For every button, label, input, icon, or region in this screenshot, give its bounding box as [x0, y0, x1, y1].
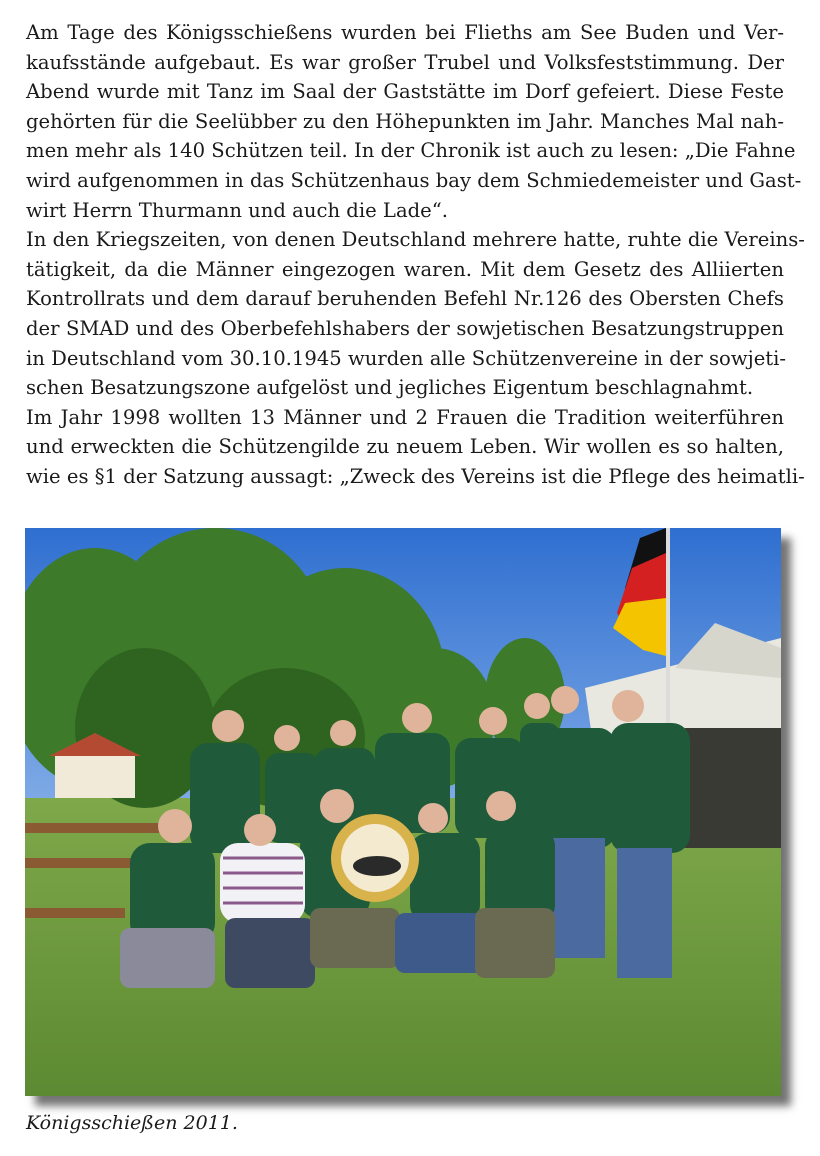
text-line: und erweckten die Schützengilde zu neuem Leben. Wir wollen es so halten,	[26, 435, 784, 459]
text-line: Am Tage des Königsschießens wurden bei Flieths am See Buden und Ver-	[26, 21, 784, 44]
text-line: wird aufgenommen in das Schützenhaus bay dem Schmiedemeister und Gast-	[26, 168, 802, 192]
paragraph-2	[26, 225, 805, 403]
article-text	[26, 18, 805, 492]
text-line: tätigkeit, da die Männer eingezogen waren. Mit dem Gesetz des Alliierten	[26, 257, 784, 281]
paragraph-1	[26, 18, 802, 225]
text-line: schen Besatzungszone aufgelöst und jegliches Eigentum beschlagnahmt.	[26, 376, 754, 400]
text-line: der SMAD und des Oberbefehlshabers der sowjetischen Besatzungstruppen	[26, 316, 784, 340]
text-line: men mehr als 140 Schützen teil. In der Chronik ist auch zu lesen: „Die Fahne	[26, 139, 796, 163]
text-line: Im Jahr 1998 wollten 13 Männer und 2 Frauen die Tradition weiterführen	[26, 405, 784, 429]
text-line: wie es §1 der Satzung aussagt: „Zweck des Vereins ist die Pflege des heimatli-	[26, 464, 805, 488]
group-photo	[25, 528, 781, 1096]
text-line: In den Kriegszeiten, von denen Deutschland mehrere hatte, ruhte die Vereins-	[26, 228, 805, 252]
text-line: in Deutschland vom 30.10.1945 wurden alle Schützenvereine in der sowjeti-	[26, 346, 787, 370]
text-line: wirt Herrn Thurmann und auch die Lade“.	[26, 198, 449, 222]
text-line: kaufsstände aufgebaut. Es war großer Trubel und Volksfeststimmung. Der	[26, 50, 784, 74]
paragraph-3	[26, 403, 805, 492]
group-photo-illustration	[25, 528, 781, 1096]
text-line: gehörten für die Seelübber zu den Höhepunkten im Jahr. Manches Mal nah-	[26, 109, 784, 133]
text-line: Kontrollrats und dem darauf beruhenden Befehl Nr.126 des Obersten Chefs	[26, 287, 784, 311]
photo-caption: Königsschießen 2011.	[26, 1112, 238, 1134]
text-line: Abend wurde mit Tanz im Saal der Gaststätte im Dorf gefeiert. Diese Feste	[26, 80, 784, 104]
